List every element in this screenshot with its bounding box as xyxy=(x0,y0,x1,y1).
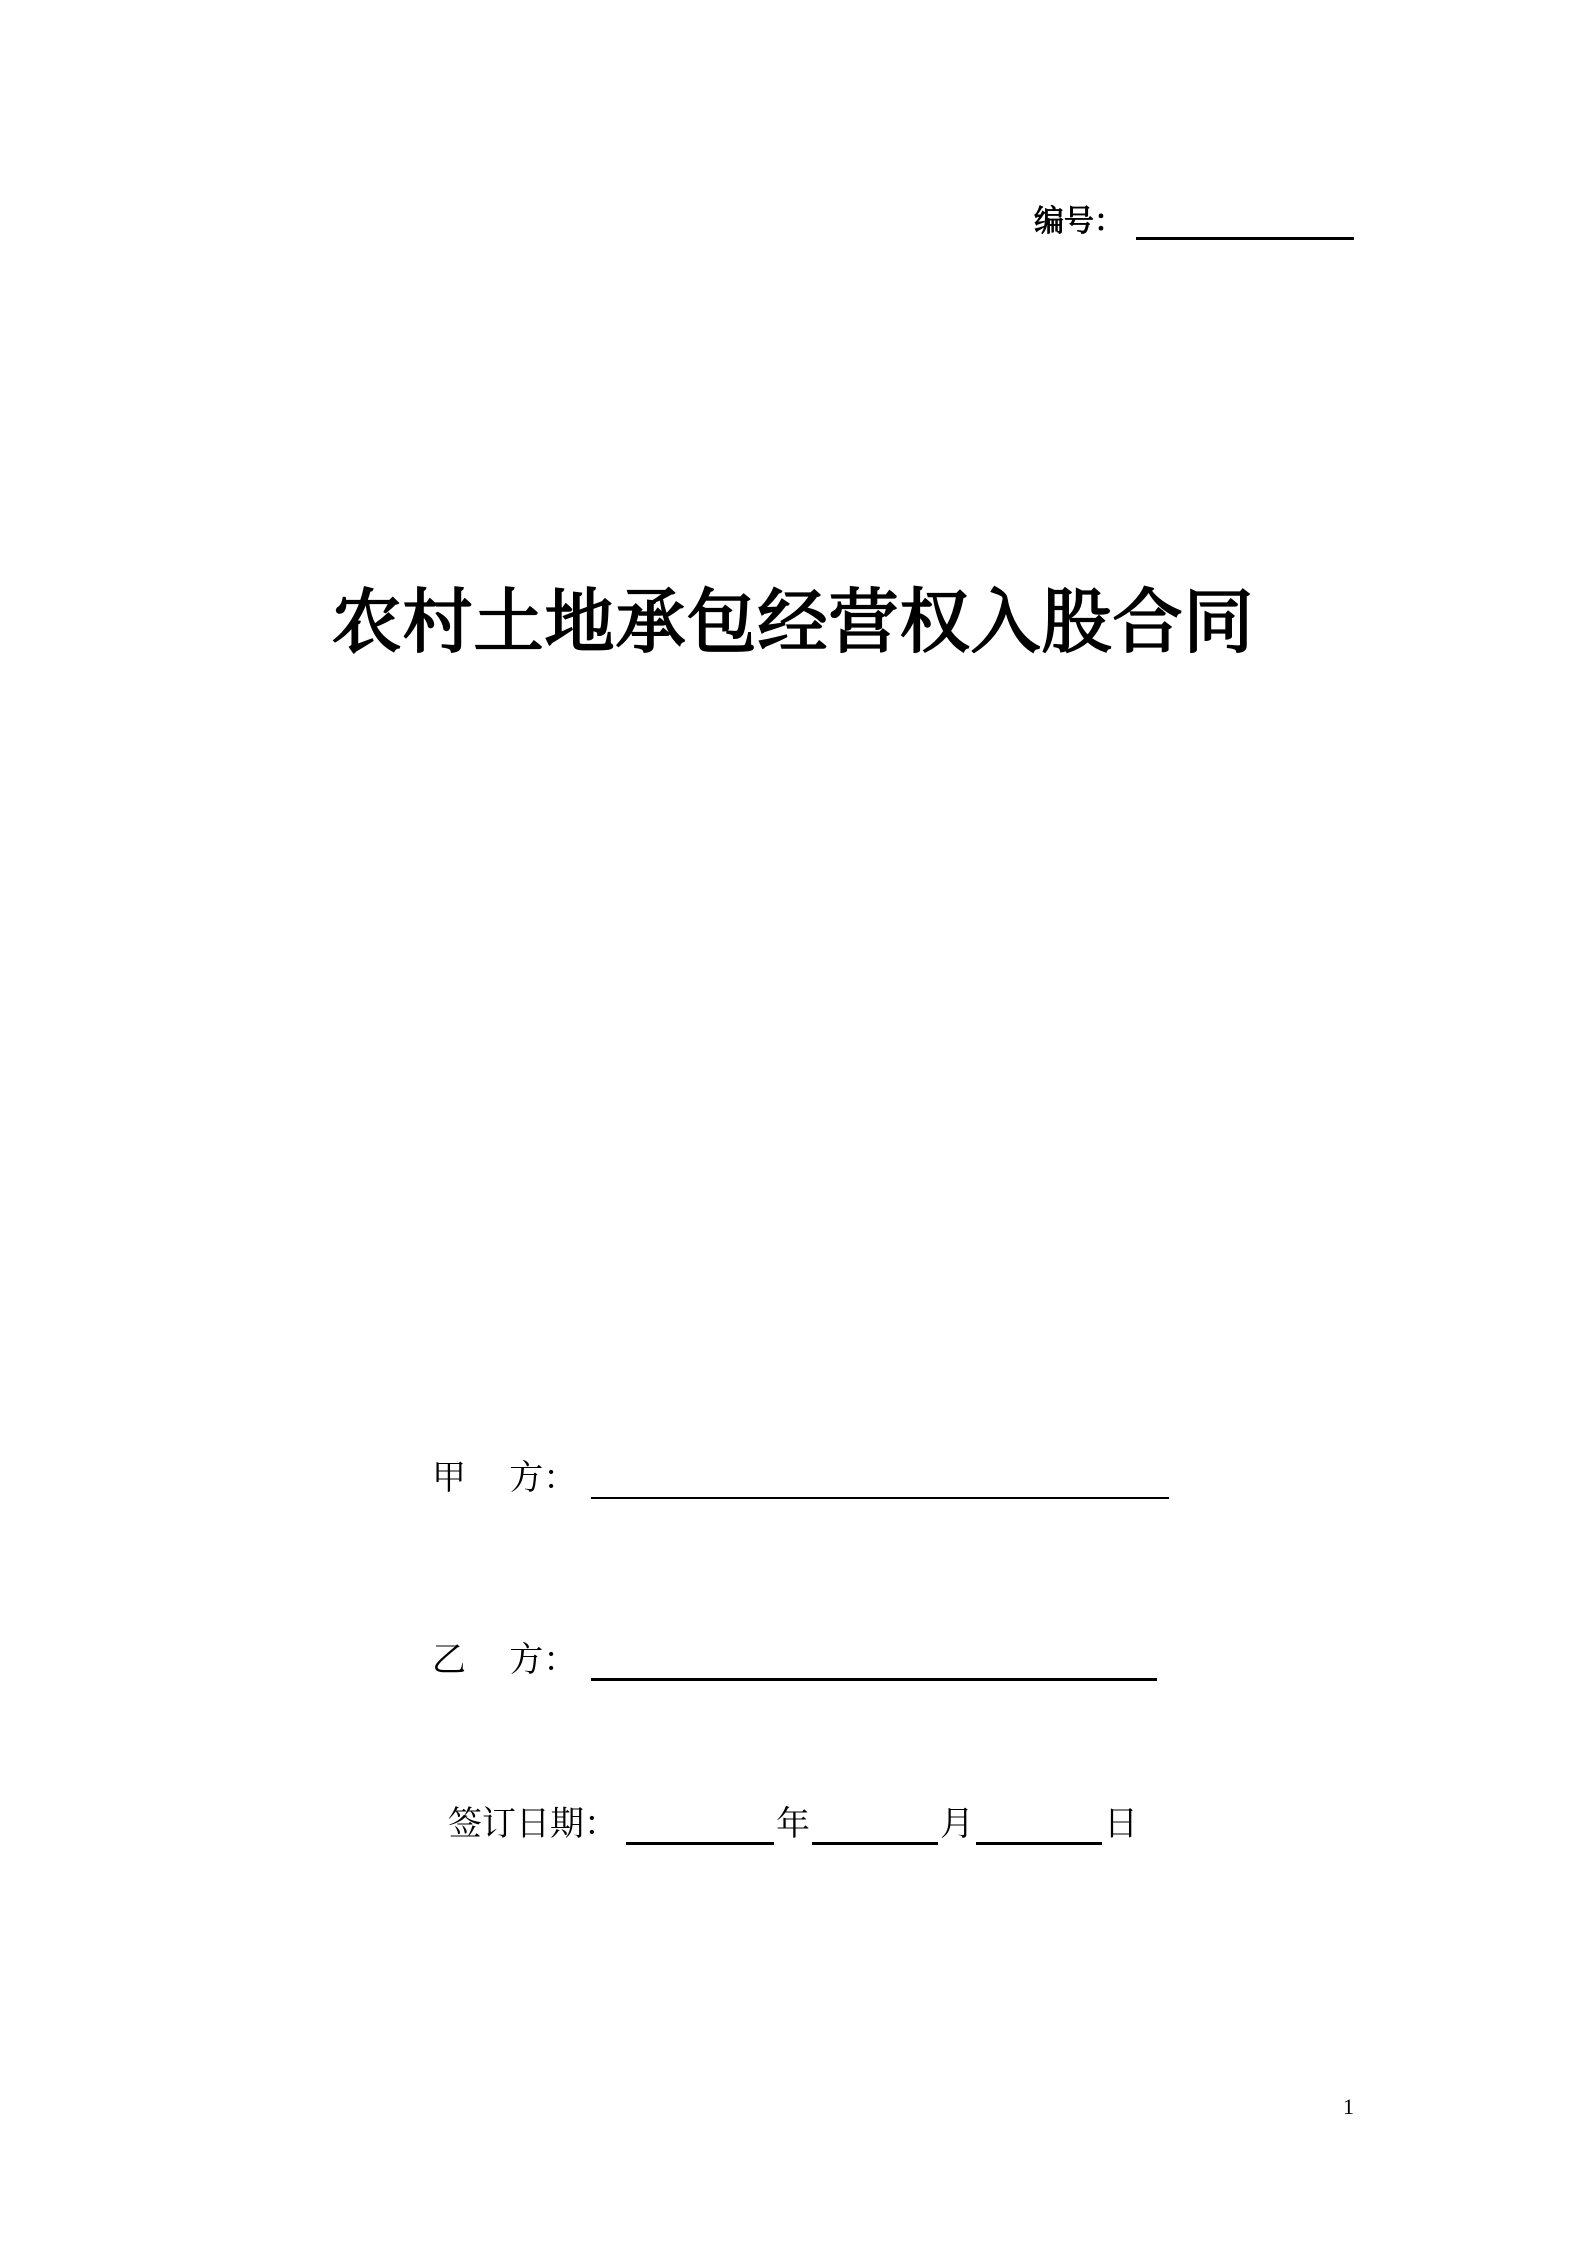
signing-year-blank[interactable] xyxy=(626,1810,774,1845)
signing-day-unit: 日 xyxy=(1104,1804,1138,1844)
signing-date-label: 签订日期： xyxy=(448,1804,618,1844)
signing-day-blank[interactable] xyxy=(976,1810,1102,1845)
signing-month-unit: 月 xyxy=(940,1804,974,1844)
signing-month-blank[interactable] xyxy=(812,1810,938,1845)
serial-number-field xyxy=(1034,196,1354,240)
party-a-label: 甲 方： xyxy=(432,1458,578,1498)
party-a-field xyxy=(432,1450,1169,1499)
signing-year-unit: 年 xyxy=(776,1804,810,1844)
signing-date-field xyxy=(448,1796,1138,1845)
party-b-label: 乙 方： xyxy=(432,1640,578,1680)
document-title: 农村土地承包经营权入股合同 xyxy=(331,581,1255,663)
serial-number-label: 编号： xyxy=(1034,204,1124,239)
party-a-blank[interactable] xyxy=(591,1463,1169,1499)
party-b-blank[interactable] xyxy=(591,1644,1157,1681)
page-number: 1 xyxy=(1343,2094,1354,2119)
party-b-field xyxy=(432,1632,1157,1681)
serial-number-blank[interactable] xyxy=(1136,207,1354,240)
